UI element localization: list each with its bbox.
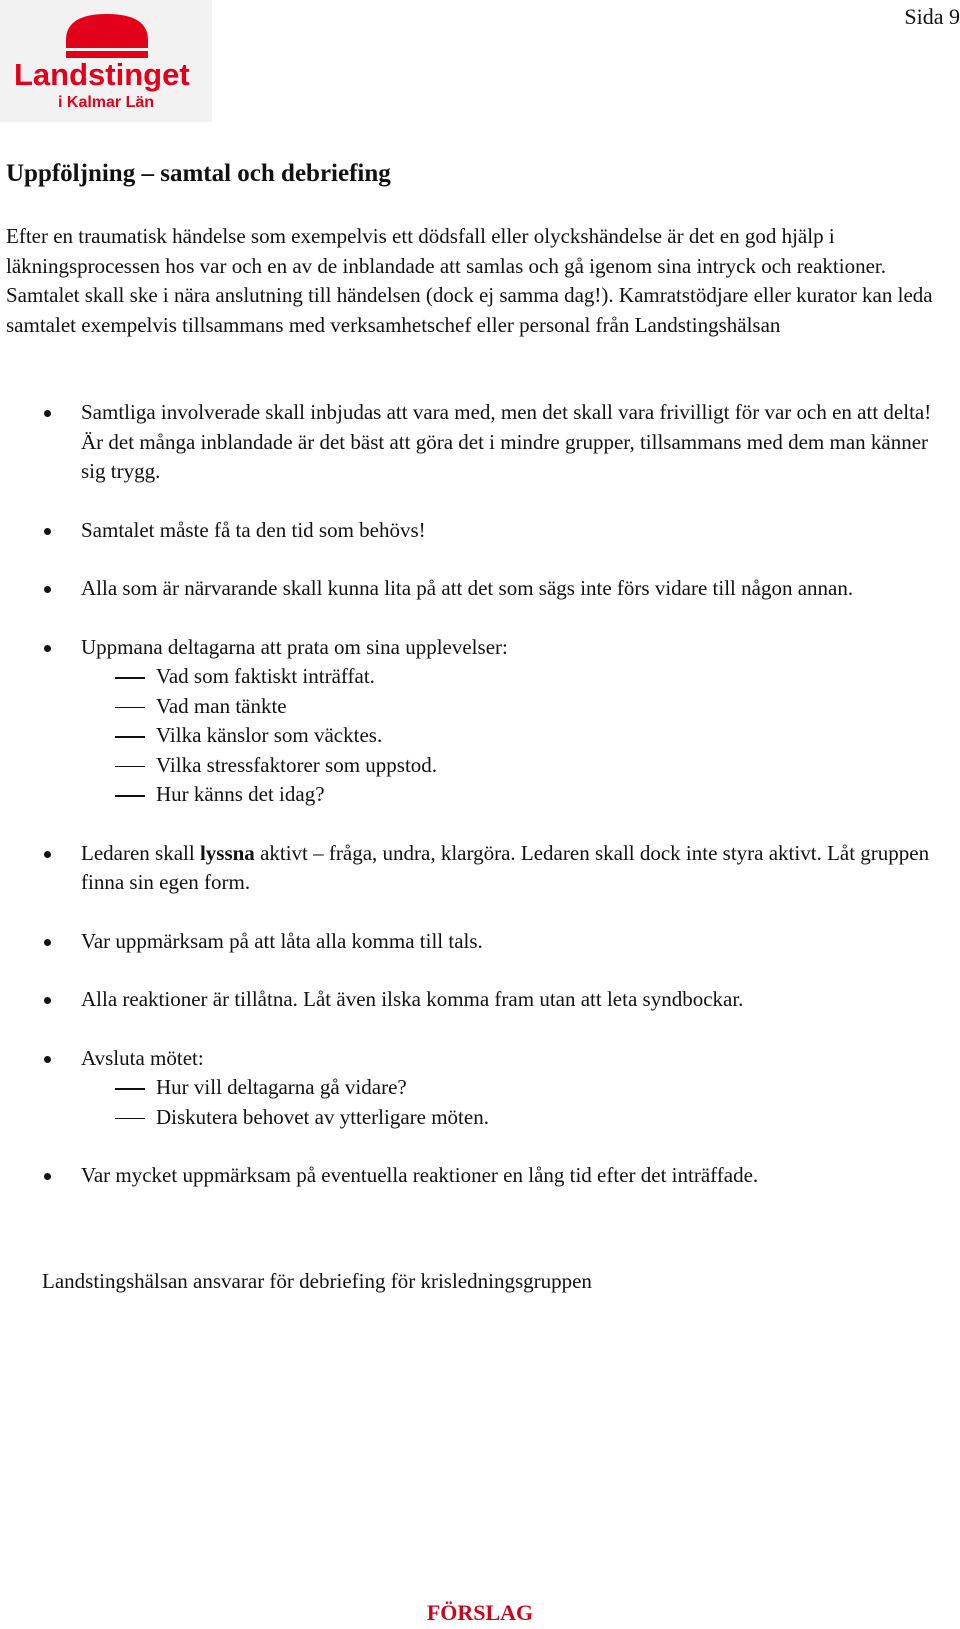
bullet-text: Avsluta mötet: — [81, 1045, 204, 1070]
bullet-list — [0, 398, 960, 1220]
sub-list-item — [81, 662, 940, 692]
landstinget-logo — [0, 0, 212, 122]
sub-list-text: Vilka stressfaktorer som uppstod. — [156, 752, 438, 777]
list-item — [0, 985, 960, 1015]
list-item — [0, 516, 960, 546]
sub-list-item — [81, 1073, 940, 1103]
dash-icon — [115, 677, 145, 679]
bullet-icon — [44, 528, 51, 535]
emphasis-lyssna: lyssna — [199, 840, 255, 865]
bullet-icon — [44, 1173, 51, 1180]
dash-icon — [115, 766, 145, 768]
sub-list-text: Vad man tänkte — [156, 693, 287, 718]
bullet-text: Uppmana deltagarna att prata om sina upplevelser: — [81, 634, 508, 659]
list-item — [0, 1044, 960, 1133]
sub-list-item — [81, 692, 940, 722]
bullet-text: Alla som är närvarande skall kunna lita på att det som sägs inte förs vidare till någon annan. — [81, 576, 854, 600]
page-title: Uppföljning – samtal och debriefing — [6, 160, 391, 187]
bullet-text: Alla reaktioner är tillåtna. Låt även ilska komma fram utan att leta syndbockar. — [81, 987, 744, 1011]
sub-list-text: Hur vill deltagarna gå vidare? — [156, 1075, 407, 1099]
dash-icon — [115, 707, 145, 709]
bullet-icon — [44, 851, 51, 858]
bullet-text: Var mycket uppmärksam på eventuella reaktioner en lång tid efter det inträffade. — [81, 1163, 759, 1187]
page-number: Sida 9 — [904, 4, 960, 29]
bullet-icon — [44, 586, 51, 593]
dash-icon — [115, 1088, 145, 1090]
bullet-text: Samtliga involverade skall inbjudas att vara med, men det skall vara frivilligt för var och en att delta! Är det många inblandade är det bäst att göra det i mindre grupper, tillsammans med dem man känner sig trygg. — [81, 400, 932, 483]
intro-paragraph: Efter en traumatisk händelse som exempelvis ett dödsfall eller olyckshändelse är det en god hjälp i läkningsprocessen hos var och en av de inblandade att samlas och gå igenom sina intryck och reaktioner. Samtalet skall ske i nära anslutning till händelsen (dock ej samma dag!). Kamratstödjare eller kurator kan leda samtalet exempelvis tillsammans med verksamhetschef eller personal från Landstingshälsan — [6, 224, 933, 337]
sub-list — [81, 662, 940, 810]
dash-icon — [115, 795, 145, 797]
bullet-text: Samtalet måste få ta den tid som behövs! — [81, 517, 426, 542]
list-item — [0, 574, 960, 604]
list-item — [0, 398, 960, 487]
bullet-text: Ledaren skall lyssna aktivt – fråga, undra, klargöra. Ledaren skall dock inte styra aktivt. Låt gruppen finna sin egen form. — [81, 840, 930, 894]
bullet-icon — [44, 997, 51, 1004]
sub-list-text: Hur känns det idag? — [156, 782, 325, 806]
sub-list-text: Diskutera behovet av ytterligare möten. — [156, 1104, 489, 1129]
list-item — [0, 633, 960, 810]
list-item — [0, 927, 960, 957]
logo-wordmark: Landstinget — [14, 57, 190, 92]
logo-subtitle: i Kalmar Län — [58, 94, 155, 111]
sub-list-item — [81, 780, 940, 810]
list-item — [0, 839, 960, 898]
sub-list — [81, 1073, 940, 1132]
dash-icon — [115, 1118, 145, 1120]
bullet-icon — [44, 1056, 51, 1063]
bullet-icon — [44, 939, 51, 946]
bullet-icon — [44, 410, 51, 417]
draft-label: FÖRSLAG — [426, 1600, 534, 1625]
sub-list-text: Vilka känslor som väcktes. — [156, 723, 383, 747]
bullet-text: Var uppmärksam på att låta alla komma till tals. — [81, 928, 483, 953]
sub-list-item — [81, 721, 940, 751]
sub-list-item — [81, 751, 940, 781]
sub-list-text: Vad som faktiskt inträffat. — [156, 664, 375, 688]
dash-icon — [115, 736, 145, 738]
responsibility-note: Landstingshälsan ansvarar för debriefing för krisledningsgruppen — [42, 1269, 592, 1293]
bullet-icon — [44, 645, 51, 652]
sub-list-item — [81, 1103, 940, 1133]
list-item — [0, 1161, 960, 1191]
